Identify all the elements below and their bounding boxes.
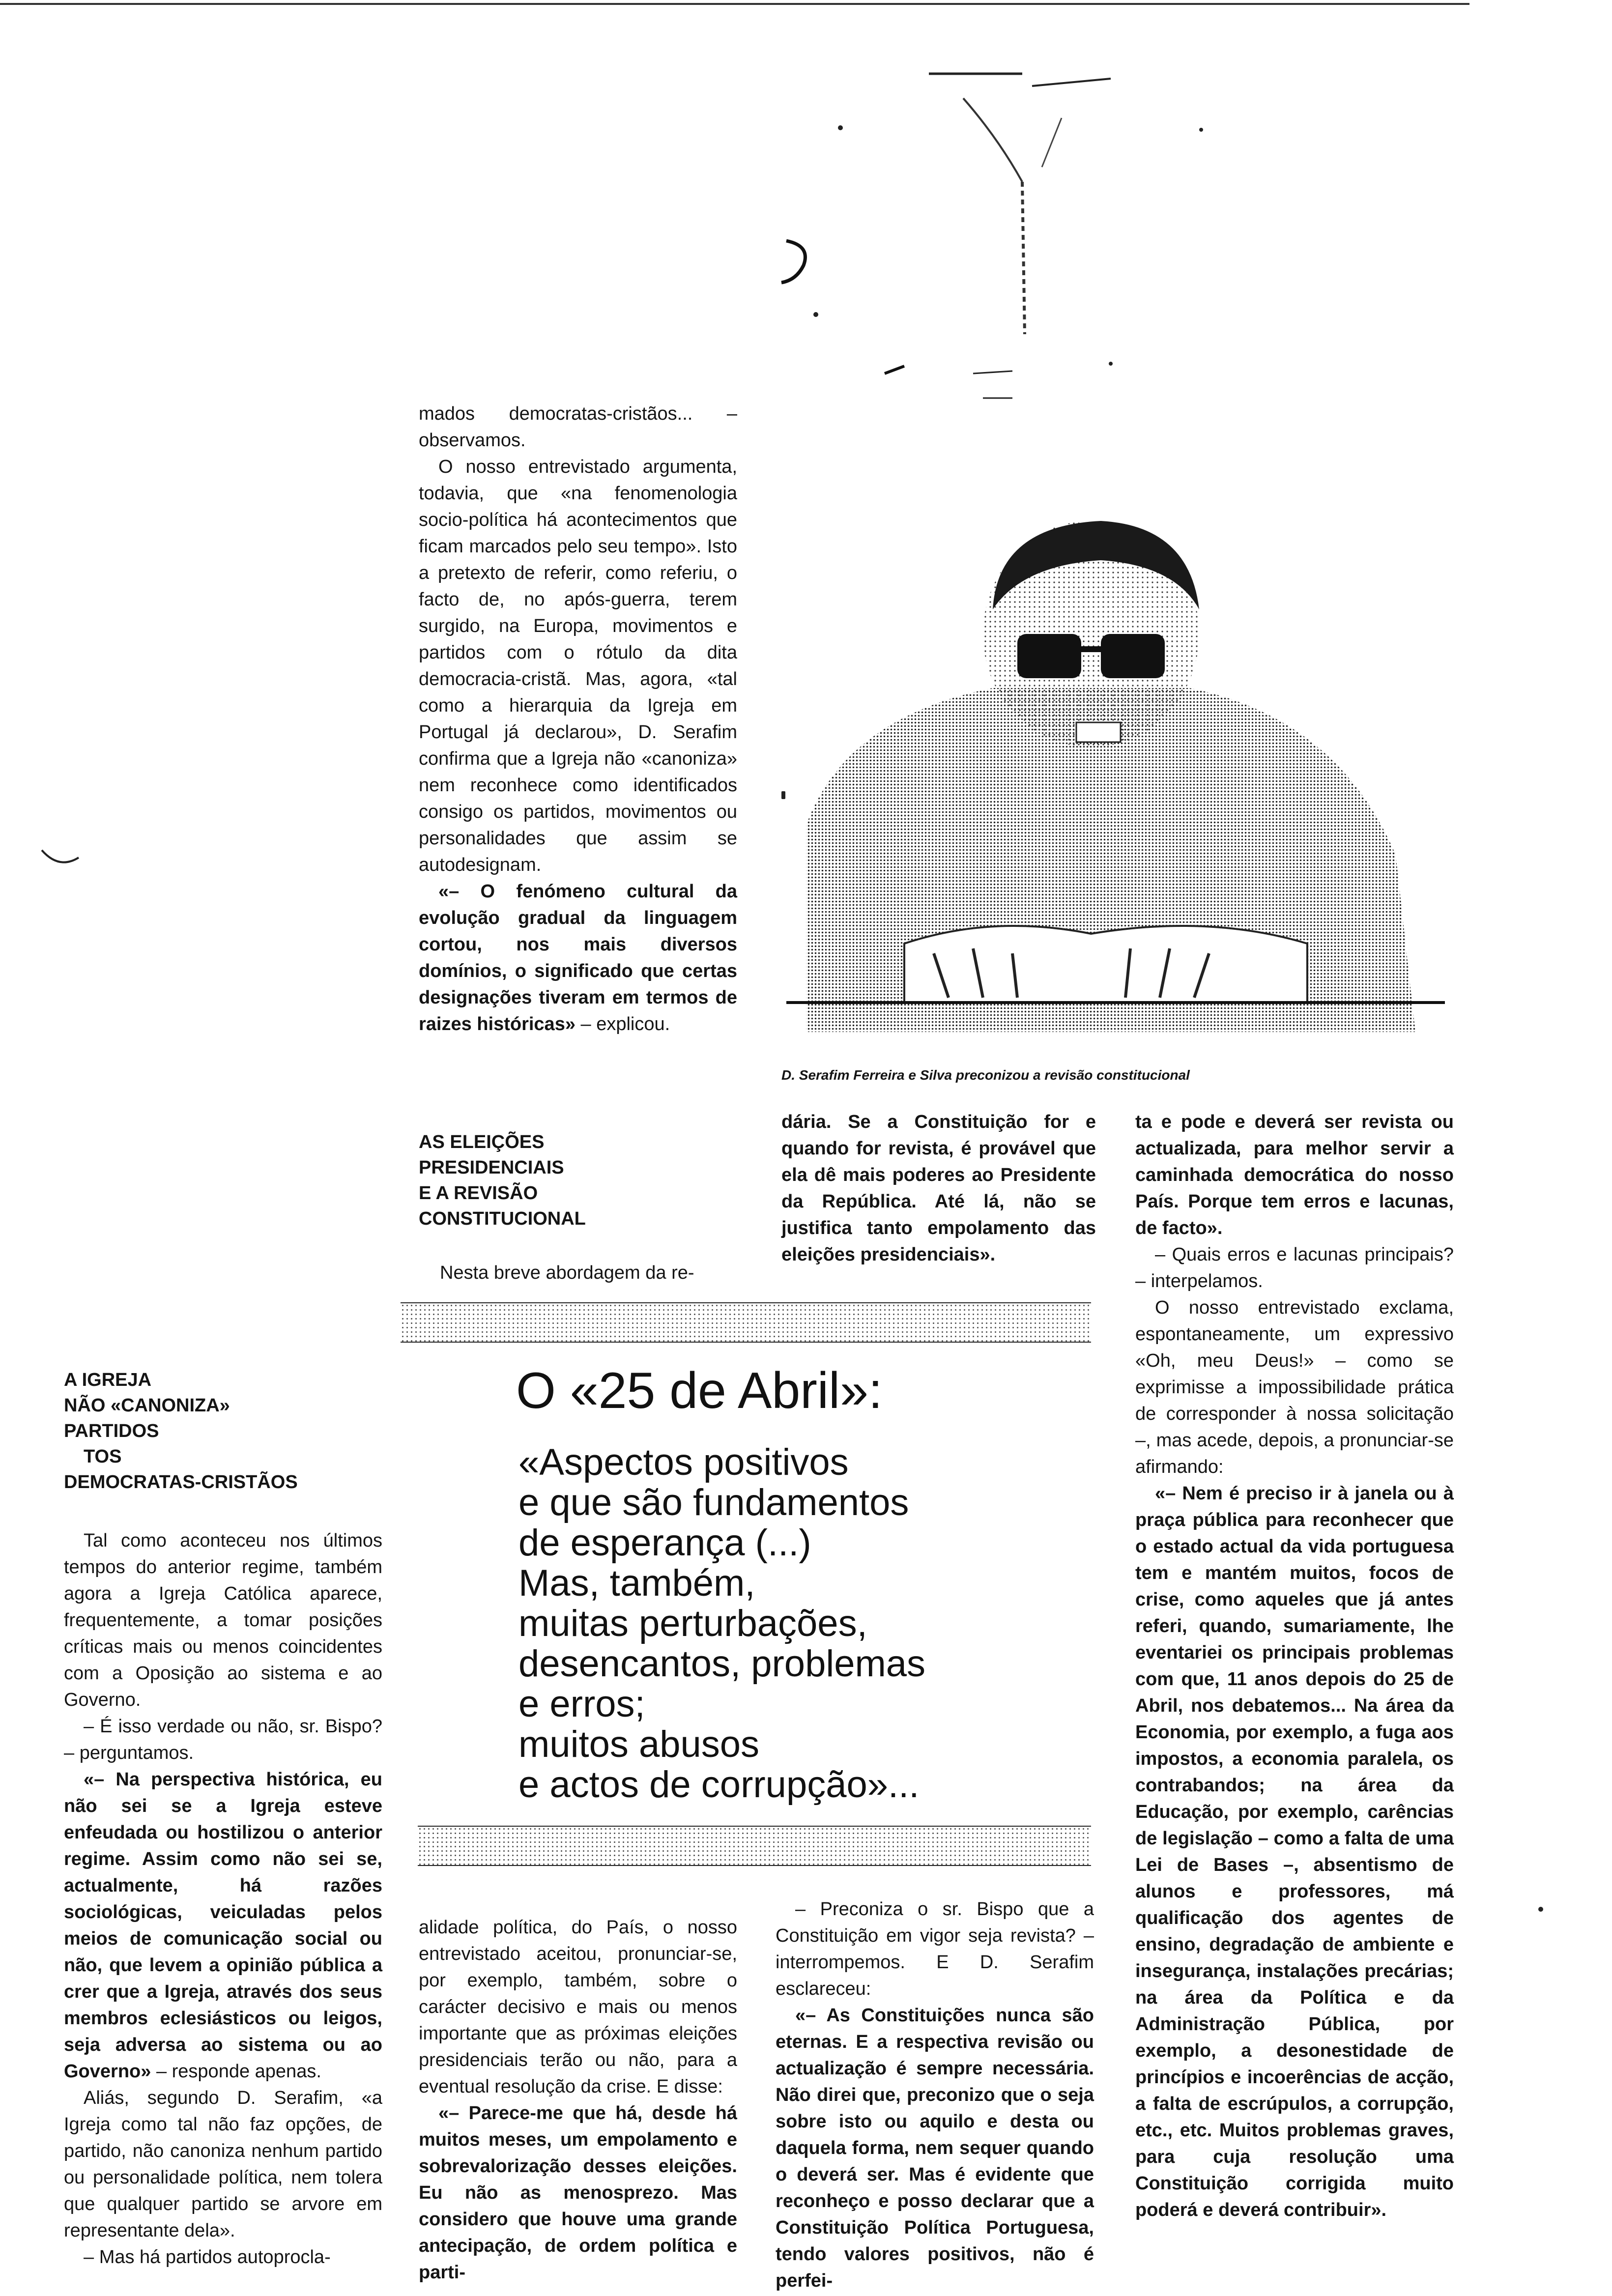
heading-line: DEMOCRATAS-CRISTÃOS <box>64 1472 298 1492</box>
top-rule <box>0 3 1469 5</box>
quote-line: e actos de corrupção»... <box>518 1764 920 1806</box>
subheading-line: PRESIDENCIAIS <box>419 1157 564 1178</box>
paragraph <box>419 878 737 1037</box>
answer-tail: – explicou. <box>575 1014 670 1034</box>
paragraph: ta e pode e deverá ser revista ou actualizada, para melhor servir a caminhada democrática do nosso País. Porque tem erros e lacunas, de facto». <box>1135 1112 1454 1238</box>
subheading-presidenciais <box>419 1129 586 1232</box>
paragraph: – Quais erros e lacunas principais? – interpelamos. <box>1135 1244 1454 1292</box>
subheading-line: CONSTITUCIONAL <box>419 1208 586 1229</box>
paragraph: mados democratas-cristãos... – observamos. <box>419 403 737 451</box>
photo-fragment-top <box>767 59 1160 432</box>
headline-quote <box>518 1442 925 1805</box>
paragraph: Aliás, segundo D. Serafim, «a Igreja como tal não faz opções, de partido, não canoniza nenhum partido ou personalidade política, nem tolera que qualquer partido se arvore em representante dela». <box>64 2088 382 2241</box>
answer-bold: «– O fenómeno cultural da evolução gradual da linguagem cortou, nos mais diversos domínios, o significado que certas designações tiveram em termos de raizes históricas» <box>419 881 737 1034</box>
heading-line: NÃO «CANONIZA» <box>64 1395 230 1416</box>
paragraph: – Preconiza o sr. Bispo que a Constituição em vigor seja revista? – interrompemos. E D. Serafim esclareceu: <box>776 1899 1094 1999</box>
column3-top <box>781 1109 1096 1268</box>
heading-line: PARTIDOS <box>64 1421 159 1441</box>
answer-tail: – responde apenas. <box>151 2061 321 2082</box>
photo-caption: D. Serafim Ferreira e Silva preconizou a revisão constitucional <box>781 1067 1190 1083</box>
answer-bold: «– Na perspectiva histórica, eu não sei se a Igreja esteve enfeudada ou hostilizou o anterior regime. Assim como não sei se, actualmente, há razões sociológicas, veiculadas pelos meios de comunicação social ou não, que levem a opinião pública a crer que a Igreja, através dos seus membros eclesiásticos ou leigos, seja adversa ao sistema ou ao Governo» <box>64 1769 382 2082</box>
quote-line: de esperança (...) <box>518 1522 811 1564</box>
paragraph: «– As Constituições nunca são eternas. E a respectiva revisão ou actualização é sempre necessária. Não direi que, preconizo que o seja sobre isto ou aquilo e desta ou daquela forma, nem sequer quando o deverá ser. Mas é evidente que reconheço e posso declarar que a Constituição Política Portuguesa, tendo valores positivos, não é perfei- <box>776 2005 1094 2291</box>
paragraph <box>64 1766 382 2085</box>
subheading-line: AS ELEIÇÕES <box>419 1132 545 1152</box>
quote-line: Mas, também, <box>518 1562 755 1604</box>
quote-line: muitas perturbações, <box>518 1603 867 1644</box>
paragraph: dária. Se a Constituição for e quando for revista, é provável que ela dê mais poderes ao Presidente da República. Até lá, não se justifica tanto empolamento das eleições presidenciais». <box>781 1112 1096 1265</box>
paragraph: Nesta breve abordagem da re- <box>440 1263 694 1283</box>
quote-line: «Aspectos positivos <box>518 1441 849 1483</box>
paragraph: alidade política, do País, o nosso entrevistado aceitou, pronunciar-se, por exemplo, também, sobre o carácter decisivo e mais ou menos importante que as próximas eleições presidenciais terão ou não, para a eventual resolução da crise. E disse: <box>419 1917 737 2097</box>
column1-body <box>64 1527 382 2270</box>
column2-top <box>419 401 737 1037</box>
paragraph: Tal como aconteceu nos últimos tempos do anterior regime, também agora a Igreja Católica aparece, frequentemente, a tomar posições críticas mais ou menos coincidentes com a Oposição ao sistema e ao Governo. <box>64 1530 382 1710</box>
hatched-band-top <box>401 1302 1091 1343</box>
quote-line: e erros; <box>518 1683 645 1725</box>
portrait-photo <box>786 511 1445 1057</box>
column4 <box>1135 1109 1454 2223</box>
paragraph: – Mas há partidos autoprocla- <box>84 2247 331 2267</box>
quote-line: desencantos, problemas <box>518 1643 926 1685</box>
margin-mark <box>39 845 84 875</box>
heading-igreja <box>64 1367 298 1495</box>
paragraph: O nosso entrevistado argumenta, todavia, que «na fenomenologia socio-política há acontecimentos que ficam marcados pelo seu tempo». Isto a pretexto de referir, como referiu, o facto de, no após-guerra, terem surgido, na Europa, movimentos e partidos com o rótulo da dita democracia-cristã. Mas, agora, «tal como a hierarquia da Igreja em Portugal já declarou», D. Serafim confirma que a Igreja não «canoniza» nem reconhece como identificados consigo os partidos, movimentos ou personalidades que assim se autodesignam. <box>419 457 737 875</box>
paragraph: O nosso entrevistado exclama, espontaneamente, um expressivo «Oh, meu Deus!» – como se exprimisse a impossibilidade prática de corresponder à nossa solicitação –, mas acede, depois, a pronunciar-se afirmando: <box>1135 1297 1454 1477</box>
headline-title: O «25 de Abril»: <box>516 1362 883 1419</box>
scan-speck <box>781 791 785 799</box>
quote-line: muitos abusos <box>518 1723 760 1765</box>
heading-line: TOS <box>84 1446 122 1467</box>
paragraph: «– Parece-me que há, desde há muitos meses, um empolamento e sobrevalorização desses eleições. Eu não as menosprezo. Mas considero que houve uma grande antecipação, de ordem política e parti- <box>419 2103 737 2283</box>
subheading-line: E A REVISÃO <box>419 1183 538 1204</box>
column2-bottom <box>440 1260 740 1286</box>
quote-line: e que são fundamentos <box>518 1482 909 1523</box>
column2-lower <box>419 1914 737 2286</box>
paragraph: – É isso verdade ou não, sr. Bispo? – perguntamos. <box>64 1716 382 1763</box>
scan-speck <box>1199 128 1203 132</box>
column3-lower <box>776 1896 1094 2294</box>
scan-speck <box>1538 1907 1543 1912</box>
hatched-band-bottom <box>418 1826 1091 1866</box>
paragraph: «– Nem é preciso ir à janela ou à praça pública para reconhecer que o estado actual da vida portuguesa tem e mantém muitos, focos de crise, como aqueles que já antes referi, quando, sumariamente, lhe eventariei os principais problemas com que, 11 anos depois do 25 de Abril, nos debatemos... Na área da Economia, por exemplo, a fuga aos impostos, a economia paralela, os contrabandos; na área da Educação, por exemplo, carências de legislação – como a falta de uma Lei de Bases –, absentismo de alunos e professores, má qualificação dos agentes de ensino, degradação de ambiente e insegurança, instalações precárias; na área da Política e da Administração Pública, por exemplo, a desonestidade de princípios e incoerências de acção, a falta de escrúpulos, a corrupção, etc., etc. Muitos problemas graves, para cuja resolução uma Constituição corrigida muito poderá e deverá contribuir». <box>1135 1483 1454 2220</box>
heading-line: A IGREJA <box>64 1370 152 1390</box>
